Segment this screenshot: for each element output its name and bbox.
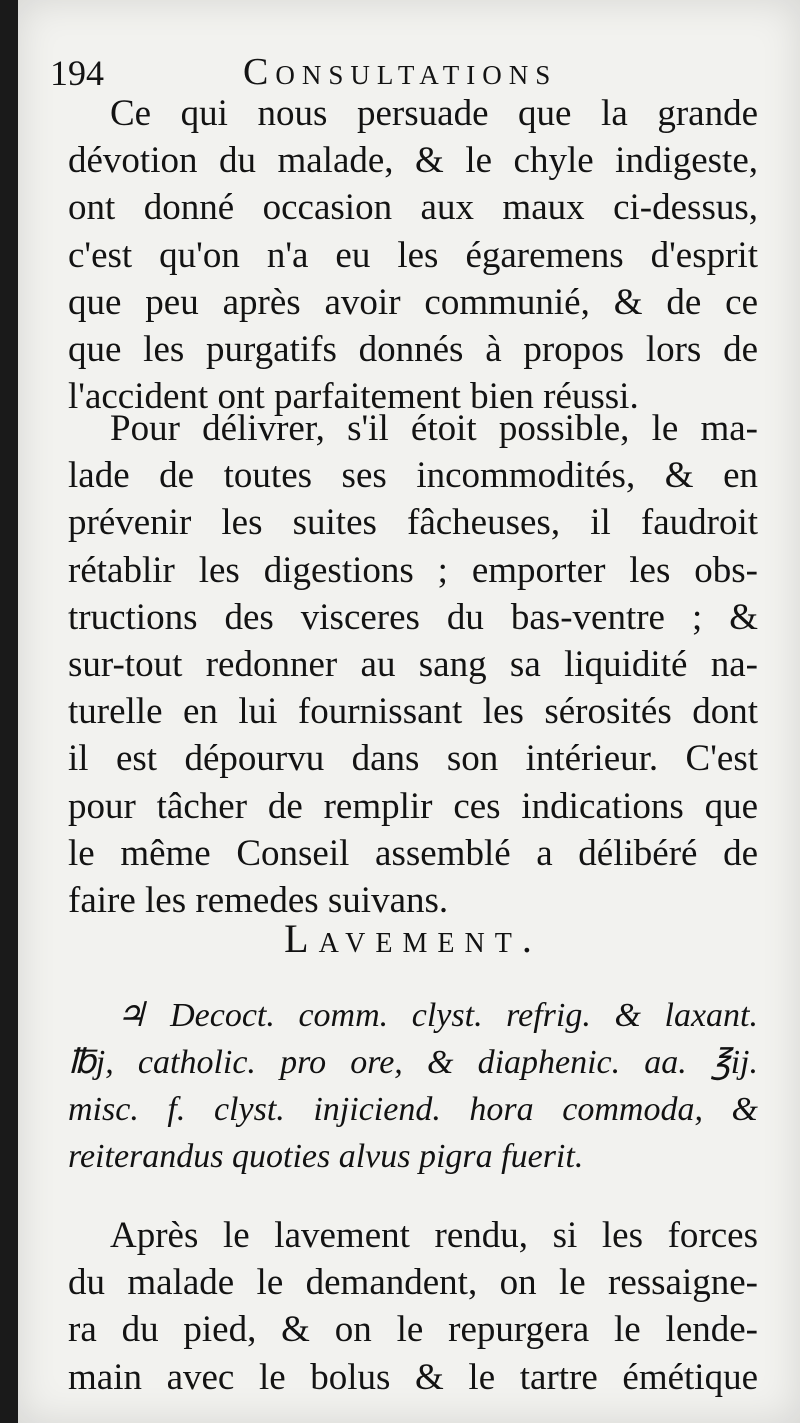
text-line: tructions des visceres du bas-ventre ; & <box>68 596 758 638</box>
text-line: faire les remedes suivans. <box>68 880 449 922</box>
text-line: prévenir les suites fâcheuses, il faudroit <box>68 502 758 544</box>
text-line: dévotion du malade, & le chyle indigeste, <box>68 140 758 182</box>
text-line: sur-tout redonner au sang sa liquidité na- <box>68 644 758 686</box>
text-line: ont donné occasion aux maux ci-dessus, <box>68 187 758 229</box>
prescription-line: ♃ Decoct. comm. clyst. refrig. & laxant. <box>116 997 758 1034</box>
text-line: c'est qu'on n'a eu les égaremens d'esprit <box>68 234 758 276</box>
prescription <box>68 992 758 1180</box>
text-line: du malade le demandent, on le ressaigne- <box>68 1262 758 1304</box>
page-number: 194 <box>50 53 104 93</box>
prescription-line: reiterandus quoties alvus pigra fuerit. <box>68 1138 584 1175</box>
paragraph-2 <box>68 405 758 924</box>
running-title: Consultations <box>243 51 558 93</box>
text-line: que peu après avoir communié, & de ce <box>68 281 758 323</box>
text-line: Ce qui nous persuade que la grande <box>110 93 758 134</box>
text-line: pour tâcher de remplir ces indications que <box>68 785 758 827</box>
running-head <box>38 48 778 94</box>
text-line: que les purgatifs donnés à propos lors de <box>68 329 758 371</box>
paragraph-3 <box>68 1212 758 1401</box>
text-line: le même Conseil assemblé a délibéré de <box>68 832 758 874</box>
text-line: turelle en lui fournissant les sérosités dont <box>68 691 758 733</box>
text-line: main avec le bolus & le tartre émétique <box>68 1356 758 1398</box>
text-line: rétablir les digestions ; emporter les obs- <box>68 549 758 591</box>
prescription-line: ℔j, catholic. pro ore, & diaphenic. aa. ℥ij. <box>68 1044 758 1081</box>
text-line: Pour délivrer, s'il étoit possible, le ma- <box>110 408 758 449</box>
text-line: lade de toutes ses incommodités, & en <box>68 455 758 497</box>
section-heading: Lavement. <box>284 916 542 961</box>
book-page <box>18 0 800 1423</box>
prescription-line: misc. f. clyst. injiciend. hora commoda, & <box>68 1091 758 1128</box>
text-line: il est dépourvu dans son intérieur. C'est <box>68 738 758 780</box>
text-line: ra du pied, & on le repurgera le lende- <box>68 1309 758 1351</box>
text-line: Après le lavement rendu, si les forces <box>110 1215 758 1256</box>
paragraph-1 <box>68 90 758 420</box>
text-line: l'accident ont parfaitement bien réussi. <box>68 376 639 418</box>
